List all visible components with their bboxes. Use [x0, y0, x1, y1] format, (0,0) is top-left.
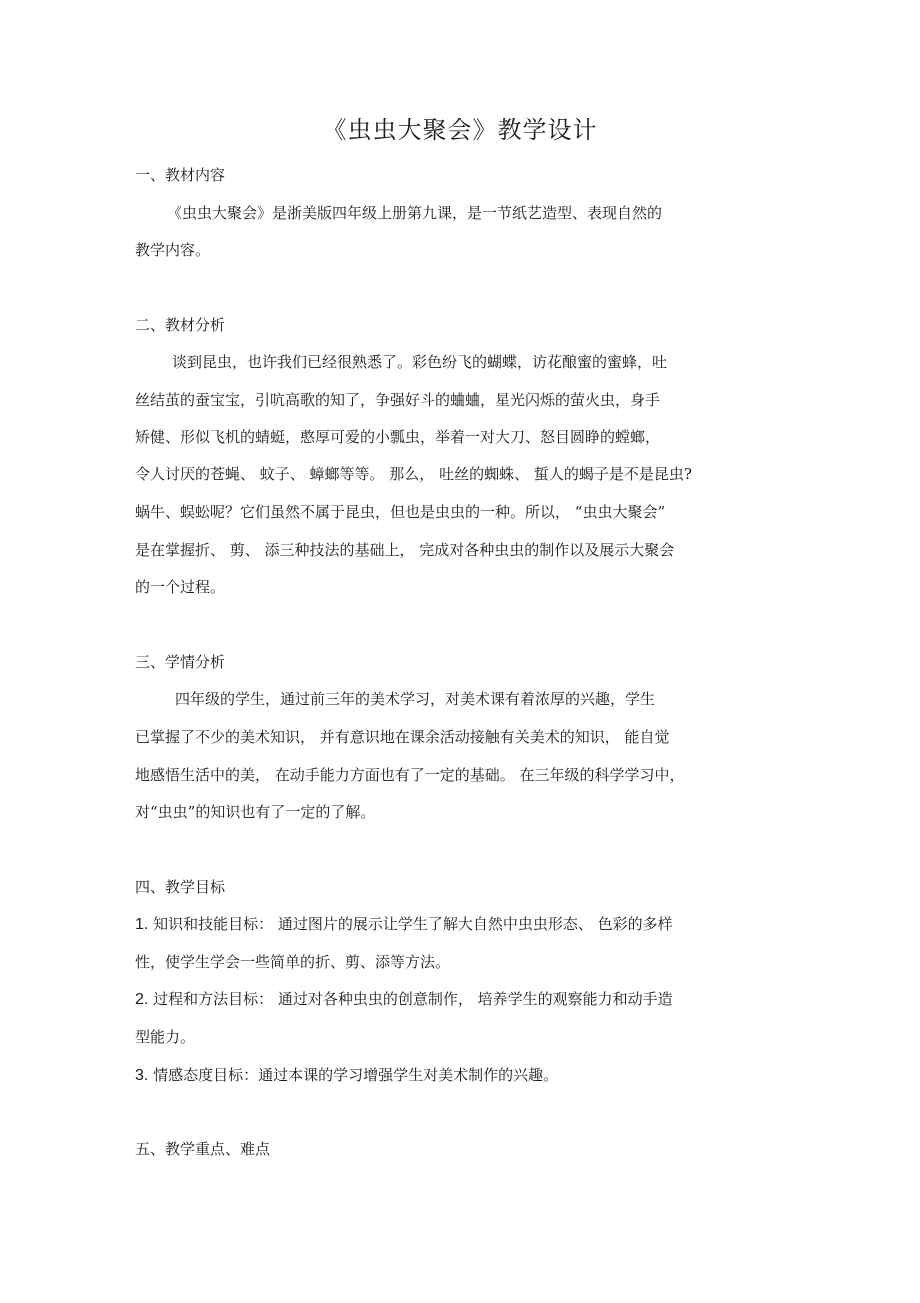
section-heading: 三、学情分析 [135, 653, 226, 671]
goal-number: 2. [135, 991, 149, 1008]
goal-line [135, 913, 673, 936]
paragraph-line: 谈到昆虫，也许我们已经很熟悉了。彩色纷飞的蝴蝶，访花酿蜜的蜜蜂，吐 [172, 353, 668, 371]
goal-text: 情感态度目标：通过本课的学习增强学生对美术制作的兴趣。 [148, 1066, 559, 1084]
goal-text: 过程和方法目标： 通过对各种虫虫的创意制作， 培养学生的观察能力和动手造 [148, 990, 673, 1008]
section-heading: 二、教材分析 [135, 316, 226, 334]
goal-text: 知识和技能目标： 通过图片的展示让学生了解大自然中虫虫形态、 色彩的多样 [148, 915, 673, 933]
goal-line: 型能力。 [135, 1028, 196, 1046]
goal-line [135, 988, 673, 1011]
paragraph-line: 教学内容。 [135, 241, 211, 259]
paragraph-line: 《虫虫大聚会》是浙美版四年级上册第九课，是一节纸艺造型、表现自然的 [167, 204, 663, 222]
paragraph-line: 丝结茧的蚕宝宝，引吭高歌的知了，争强好斗的蛐蛐，星光闪烁的萤火虫，身手 [135, 391, 661, 409]
paragraph-line: 矫健、形似飞机的蜻蜓，憨厚可爱的小瓢虫，举着一对大刀、怒目圆睁的螳螂， [135, 428, 661, 446]
document-title: 《虫虫大聚会》教学设计 [322, 116, 598, 144]
paragraph-line: 令人讨厌的苍蝇、 蚊子、 蟑螂等等。 那么， 吐丝的蜘蛛、 蜇人的蝎子是不是昆虫? [135, 465, 692, 483]
paragraph-line: 已掌握了不少的美术知识， 并有意识地在课余活动接触有关美术的知识， 能自觉 [135, 728, 670, 746]
goal-line [135, 1064, 558, 1087]
paragraph-line: 的一个过程。 [135, 578, 226, 596]
goal-line: 性，使学生学会一些简单的折、剪、添等方法。 [135, 953, 451, 971]
paragraph-line: 地感悟生活中的美， 在动手能力方面也有了一定的基础。 在三年级的科学学习中， [135, 766, 685, 784]
section-heading: 四、教学目标 [135, 878, 226, 896]
section-heading: 五、教学重点、难点 [135, 1140, 271, 1158]
paragraph-line: 蜗牛、蜈蚣呢？它们虽然不属于昆虫，但也是虫虫的一种。所以， “虫虫大聚会” [135, 503, 666, 521]
goal-number: 3. [135, 1067, 149, 1084]
section-heading: 一、教材内容 [135, 166, 226, 184]
paragraph-line: 四年级的学生，通过前三年的美术学习，对美术课有着浓厚的兴趣，学生 [175, 690, 656, 708]
goal-number: 1. [135, 916, 149, 933]
paragraph-line: 是在掌握折、 剪、 添三种技法的基础上， 完成对各种虫虫的制作以及展示大聚会 [135, 541, 675, 559]
paragraph-line: 对“虫虫”的知识也有了一定的了解。 [135, 803, 376, 821]
